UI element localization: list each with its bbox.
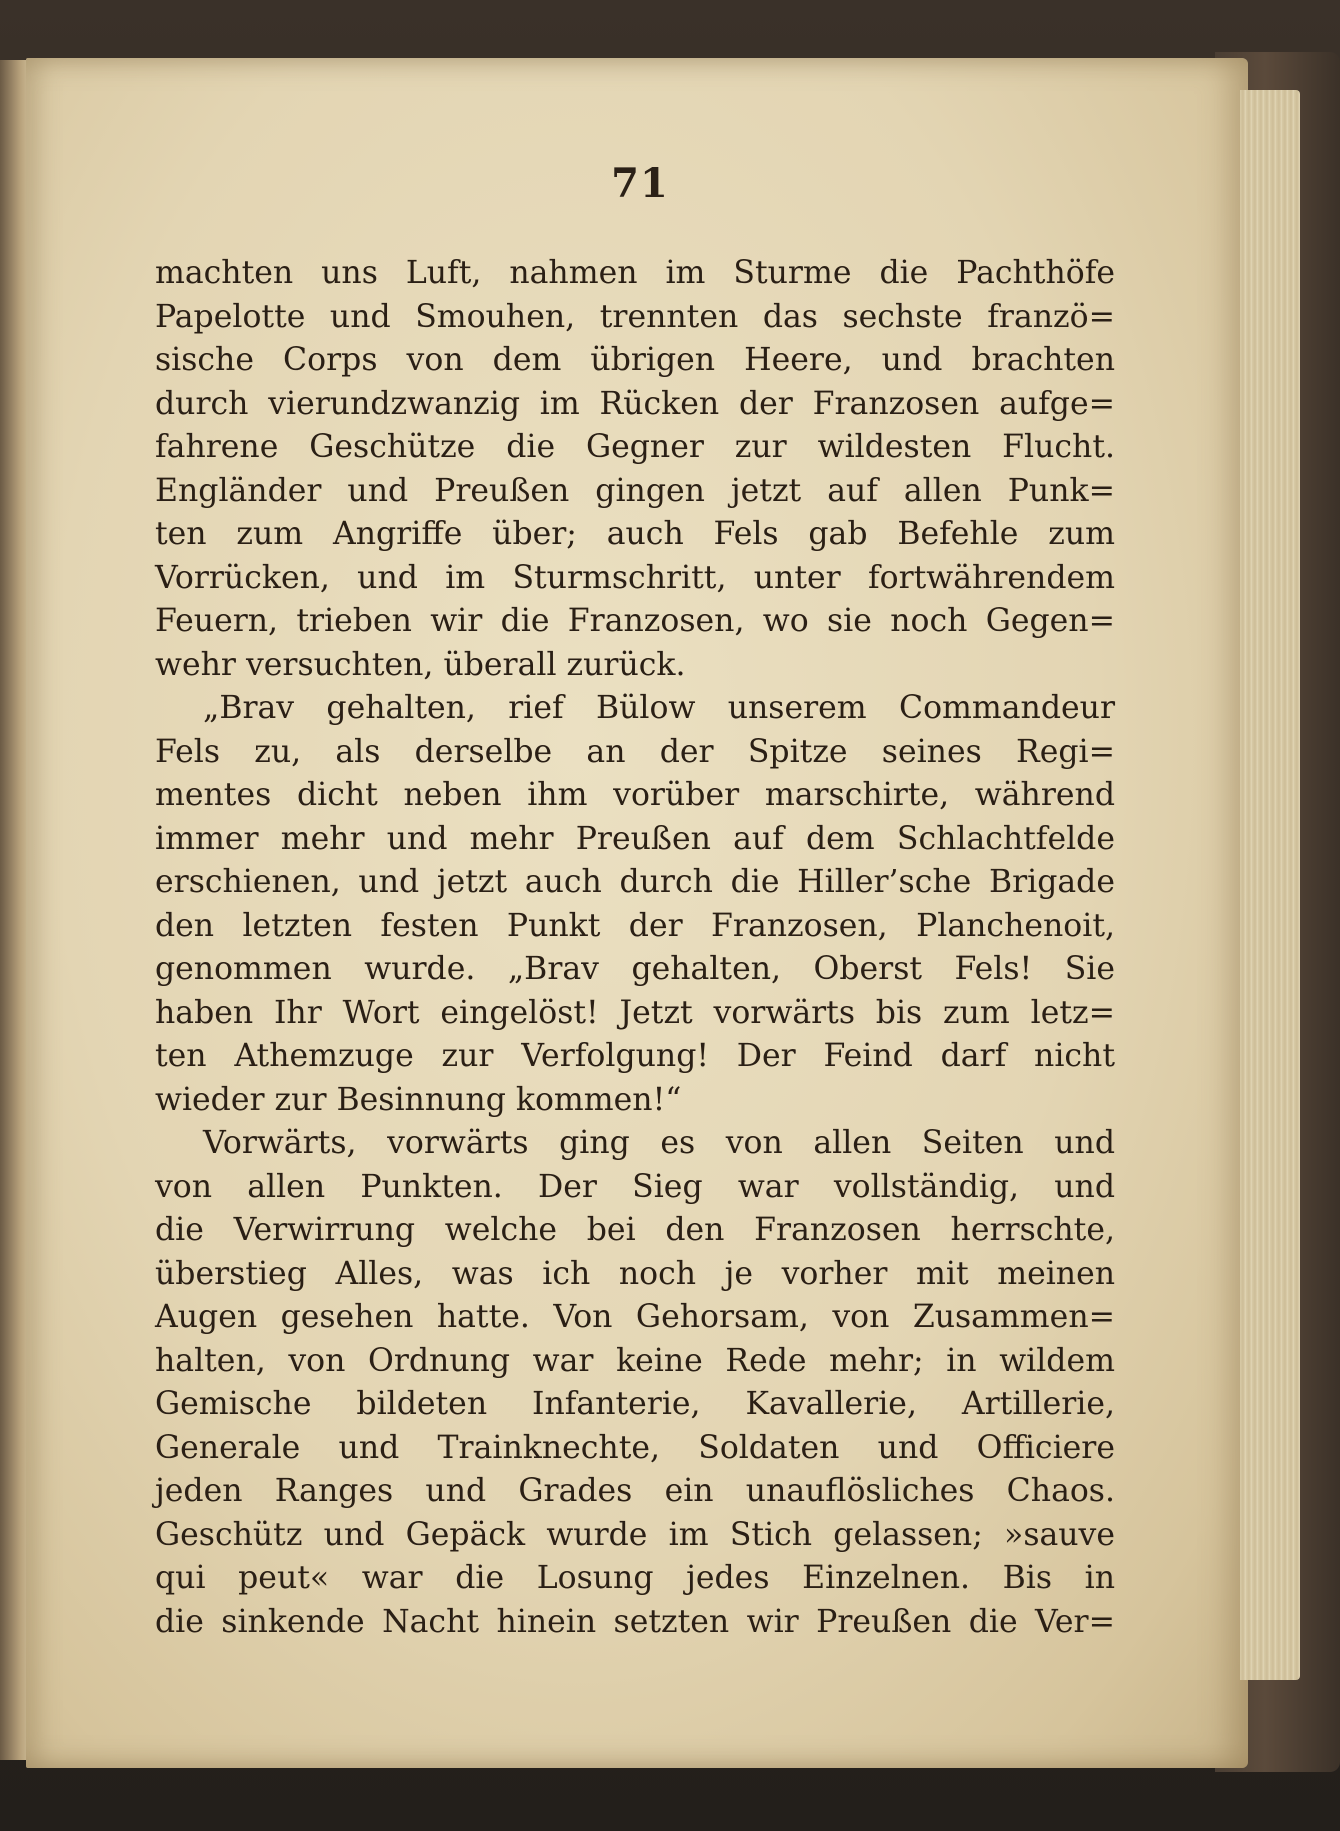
text-line: Augen gesehen hatte. Von Gehorsam, von Zusammen= <box>155 1299 1115 1335</box>
text-line: den letzten festen Punkt der Franzosen, Planchenoit, <box>155 907 1115 944</box>
body-text <box>155 252 1115 1644</box>
text-line: jeden Ranges und Grades ein unauflösliches Chaos. <box>155 1473 1115 1509</box>
text-line: machten uns Luft, nahmen im Sturme die Pachthöfe <box>155 255 1115 291</box>
text-line: qui peut« war die Losung jedes Einzelnen. Bis in <box>155 1560 1115 1596</box>
text-line: mentes dicht neben ihm vorüber marschirte, während <box>155 777 1115 813</box>
page-stack-edges <box>1240 90 1300 1680</box>
text-line: fahrene Geschütze die Gegner zur wildesten Flucht. <box>155 429 1115 465</box>
text-line: haben Ihr Wort eingelöst! Jetzt vorwärts bis zum letz= <box>155 994 1115 1031</box>
text-line: durch vierundzwanzig im Rücken der Franzosen aufge= <box>155 385 1115 422</box>
text-line: Gemische bildeten Infanterie, Kavallerie, Artillerie, <box>155 1386 1115 1422</box>
text-line: wehr versuchten, überall zurück. <box>155 646 686 683</box>
text-line: wieder zur Besinnung kommen!“ <box>155 1081 682 1118</box>
text-line: Generale und Trainknechte, Soldaten und Officiere <box>155 1429 1115 1466</box>
text-line: Vorwärts, vorwärts ging es von allen Seiten und <box>203 1125 1115 1161</box>
text-line: die sinkende Nacht hinein setzten wir Preußen die Ver= <box>155 1603 1115 1640</box>
text-line: erschienen, und jetzt auch durch die Hiller’sche Brigade <box>155 864 1115 900</box>
text-line: Feuern, trieben wir die Franzosen, wo sie noch Gegen= <box>155 603 1115 639</box>
text-line: immer mehr und mehr Preußen auf dem Schlachtfelde <box>155 820 1115 857</box>
text-line: Geschütz und Gepäck wurde im Stich gelassen; »sauve <box>155 1516 1115 1553</box>
text-line: überstieg Alles, was ich noch je vorher mit meinen <box>155 1255 1115 1292</box>
text-line: genommen wurde. „Brav gehalten, Oberst Fels! Sie <box>155 951 1115 987</box>
text-line: „Brav gehalten, rief Bülow unserem Commandeur <box>203 690 1115 726</box>
text-line: Fels zu, als derselbe an der Spitze seines Regi= <box>155 733 1115 770</box>
text-line: die Verwirrung welche bei den Franzosen herrschte, <box>155 1212 1115 1248</box>
text-line: ten Athemzuge zur Verfolgung! Der Feind darf nicht <box>155 1038 1115 1074</box>
text-line: Papelotte und Smouhen, trennten das sechste franzö= <box>155 298 1115 335</box>
text-line: Vorrücken, und im Sturmschritt, unter fortwährendem <box>155 559 1115 596</box>
page-number: 71 <box>611 160 669 207</box>
text-line: ten zum Angriffe über; auch Fels gab Befehle zum <box>155 516 1115 552</box>
text-line: halten, von Ordnung war keine Rede mehr; in wildem <box>155 1342 1115 1379</box>
text-line: sische Corps von dem übrigen Heere, und brachten <box>155 342 1115 378</box>
text-line: Engländer und Preußen gingen jetzt auf allen Punk= <box>155 472 1115 509</box>
text-line: von allen Punkten. Der Sieg war vollständig, und <box>155 1168 1115 1205</box>
